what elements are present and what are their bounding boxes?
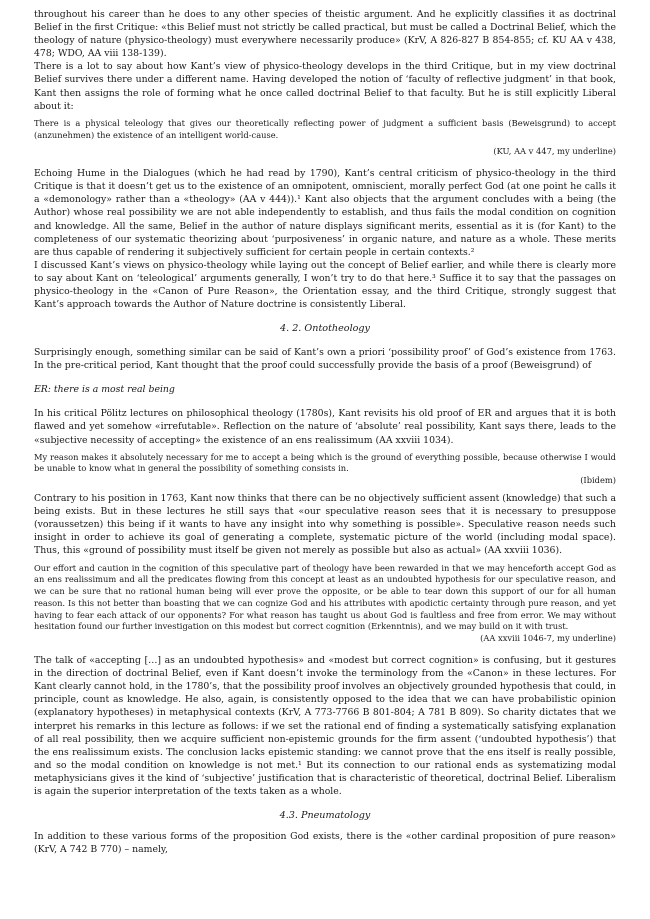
section-heading-ontotheology: 4. 2. Ontotheology [280,323,370,335]
paragraph-cardinal-proposition: In addition to these various forms of the proposition God exists, there is the «other cardinal proposition of pure reason» (KrV, A 742 B 770) – namely, [34,831,616,856]
block-quote-my-reason: My reason makes it absolutely necessary for me to accept a being which is the ground of everything possible, because otherwise I would be unable to know what in general the possibility of something consists in. [34,451,616,474]
block-quote-physical-teleology: There is a physical teleology that gives our theoretically reflecting power of judgment a sufficient basis (Beweisgrund) to accept (anzunehmen) the existence of an intelligent world-cause. [34,117,616,140]
paragraph-hume-dialogues: Echoing Hume in the Dialogues (which he had read by 1790), Kant’s central criticism of physico-theology in the third Critique is that it doesn’t get us to the existence of an omnipotent, omniscient, morally perfect God (at one point he calls it a «demonology» rather than a «theology» (AA v 444)).¹ Kant also objects that the argument concludes with a being (the Author) whose real possibility we are not able independently to establish, and thus fails the modal condition on cognition and knowledge. All the same, Belief in the author of nature displays significant merits, essential as it is (for Kant) to the completeness of our systematic theorizing about ‘purposiveness’ in organic nature, and nature as a whole. These merits are thus capable of rendering it subjectively sufficient for certain people in certain contexts.² [34,168,616,258]
citation-ibidem: (Ibidem) [580,475,616,486]
paragraph-third-critique: There is a lot to say about how Kant’s view of physico-theology develops in the third Critique, but in my view doctrinal Belief survives there under a different name. Having developed the notion of ‘faculty of reflective judgment’ in that book, Kant then assigns the role of forming what he once called doctrinal Belief to that faculty. But he is still explicitly Liberal about it: [34,61,616,112]
citation-aa-1046: (AA xxviii 1046-7, my underline) [480,633,616,644]
paragraph-politz-lectures: In his critical Pölitz lectures on philosophical theology (1780s), Kant revisits his old proof of ER and argues that it is both flawed and yet somehow «irrefutable». Reflection on the nature of ‘absolute’ real possibility, Kant says there, leads to the «subjective necessity of accepting» the existence of an ens realissimum (AA xxviii 1034). [34,408,616,446]
proposition-er: ER: there is a most real being [34,384,175,396]
section-heading-pneumatology: 4.3. Pneumatology [279,810,371,822]
paragraph-contrary-1763: Contrary to his position in 1763, Kant now thinks that there can be no objectively sufficient assent (knowledge) that such a being exists. But in these lectures he still says that «our speculative reason sees that it is necessary to presuppose (voraussetzen) this being if it wants to have any insight into why something is possible». Speculative reason needs such insight in order to achieve its goal of generating a complete, systematic picture of the world (including modal space). Thus, this «ground of possibility must itself be given not merely as possible but also as actual» (AA xxviii 1036). [34,493,616,557]
paragraph-undoubted-hypothesis: The talk of «accepting […] as an undoubted hypothesis» and «modest but correct cognition» is confusing, but it gestures in the direction of doctrinal Belief, even if Kant doesn’t invoke the terminology from the «Canon» in these lectures. For Kant clearly cannot hold, in the 1780’s, that the possibility proof involves an objectively grounded hypothesis that could, in principle, count as knowledge. He also, again, is consistently opposed to the idea that we can have probabilistic opinion (explanatory hypotheses) in metaphysical contexts (KrV, A 773-7766 B 801-804; A 781 B 809). So charity dictates that we interpret his remarks in this lecture as follows: if we set the rational end of finding a systematically satisfying explanation of all real possibility, then we acquire sufficient non-epistemic grounds for the firm assent (‘undoubted hypothesis’) that the ens realissimum exists. The conclusion lacks epistemic standing: we cannot prove that the ens itself is really possible, and so the modal condition on knowledge is not met.¹ But its connection to our rational ends as systematizing modal metaphysicians gives it the kind of ‘subjective’ justification that is characteristic of theoretical, doctrinal Belief. Liberalism is again the superior interpretation of the texts taken as a whole. [34,655,616,798]
paragraph-possibility-proof: Surprisingly enough, something similar can be said of Kant’s own a priori ‘possibility proof’ of God’s existence from 1763. In the pre-critical period, Kant thought that the proof could successfully provide the basis of a proof (Beweisgrund) of [34,347,616,372]
citation-ku-447: (KU, AA v 447, my underline) [493,146,616,157]
block-quote-our-effort: Our effort and caution in the cognition of this speculative part of theology have been rewarded in that we may henceforth accept God as an ens realissimum and all the predicates flowing from this concept at least as an undoubted hypothesis for our speculative reason, and we can be sure that no rational human being will ever prove the opposite, or be able to tear down this support of our for all human reason. Is this not better than boasting that we can cognize God and his attributes with apodictic certainty through pure reason, and yet having to fear each attack of our opponents? For what reason has taught us about God is faultless and free from error. We may without hesitation found our further investigation on this modest but correct cognition (Erkenntnis), and we may build on it with trust. [34,562,616,632]
paragraph-physico-theology-intro: throughout his career than he does to any other species of theistic argument. And he explicitly classifies it as doctrinal Belief in the first Critique: «this Belief must not strictly be called practical, but must be called a Doctrinal Belief, which the theology of nature (physico-theology) must everywhere necessarily produce» (KrV, A 826-827 B 854-855; cf. KU AA v 438, 478; WDO, AA viii 138-139). [34,9,616,60]
paragraph-teleological-arguments: I discussed Kant’s views on physico-theology while laying out the concept of Belief earlier, and while there is clearly more to say about Kant on ‘teleological’ arguments generally, I won’t try to do that here.³ Suffice it to say that the passages on physico-theology in the «Canon of Pure Reason», the Orientation essay, and the third Critique, strongly suggest that Kant’s approach towards the Author of Nature doctrine is consistently Liberal. [34,259,616,311]
